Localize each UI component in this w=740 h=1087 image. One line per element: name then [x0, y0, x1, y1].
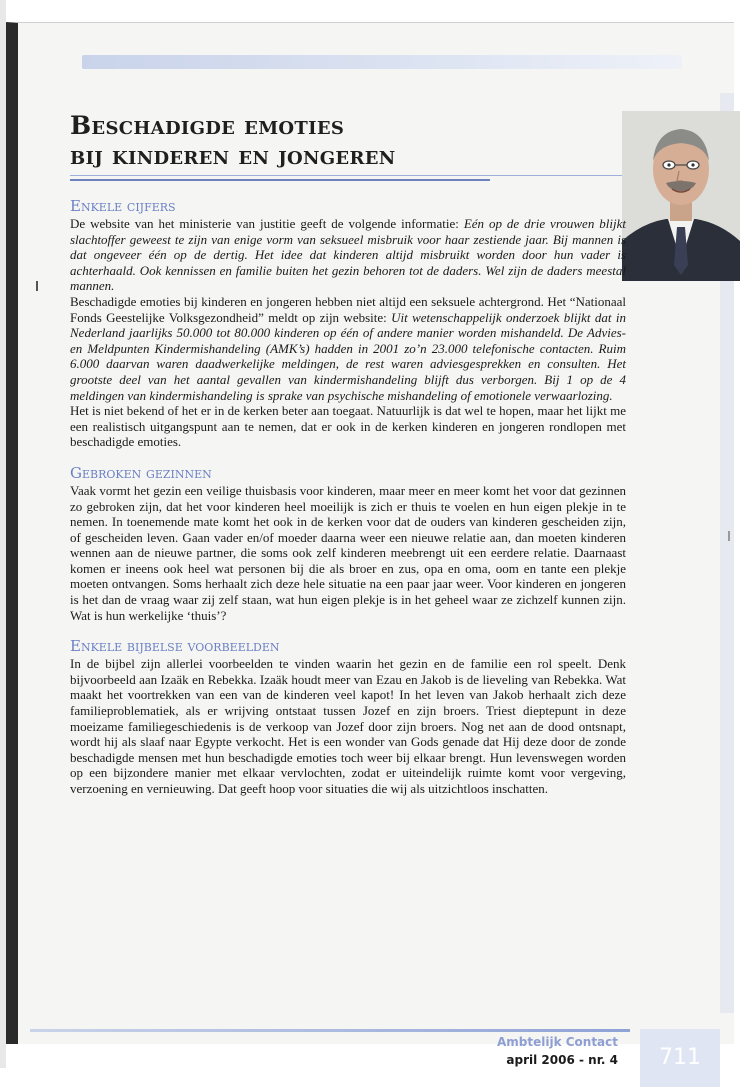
magazine-page — [6, 22, 734, 1070]
gutter-mark — [36, 281, 38, 291]
page-number: 711 — [640, 1029, 720, 1087]
top-decorative-band — [82, 55, 682, 69]
quoted-text: Eén op de drie vrouwen blijkt slachtoffer geweest te zijn van enige vorm van seksueel misbruik voor haar zestiende jaar. Bij mannen is dat ongeveer één op de dertig. Het idee dat kinderen altijd misbruikt worden door hun vader is achterhaald. Ook kennissen en familie buiten het gezin behoren tot de daders. Wel zijn de daders meestal mannen. — [70, 216, 626, 294]
paragraph — [70, 294, 626, 403]
footer-rule — [30, 1029, 630, 1032]
title-underline — [70, 179, 490, 181]
section-heading: Enkele cijfers — [70, 197, 176, 215]
paragraph — [70, 216, 626, 294]
paragraph-text: De website van het ministerie van justitie geeft de volgende informatie: — [70, 216, 464, 231]
quoted-text: Uit wetenschappelijk onderzoek blijkt dat in Nederland jaarlijks 50.000 tot 80.000 kinderen op één of andere manier worden mishandeld. De Advies- en Meldpunten Kindermishandeling (AMK’s) hadden in 2001 zo’n 23.000 telefonische contacten. Ruim 6.000 daarvan waren daadwerkelijke meldingen, de rest waren adviesgesprekken en consulten. Het grootste deel van het aantal gevallen van kindermishandeling blijft dus verborgen. Bij 1 op de 4 meldingen van kindermishandeling is sprake van psychische mishandeling of emotionele verwaarlozing. — [70, 309, 626, 403]
article-title — [70, 111, 490, 171]
paragraph: Vaak vormt het gezin een veilige thuisbasis voor kinderen, maar meer en meer komt het voor dat gezinnen zo gebroken zijn, dat het voor kinderen heel moeilijk is zich er thuis te voelen en hun eigen plekje in te nemen. In toenemende mate komt het ook in de kerken voor dat de ouders van kinderen gescheiden zijn, of gescheiden leven. Gaan vader en/of moeder daarna weer een nieuwe relatie aan, dan moeten kinderen wennen aan de nieuwe partner, die soms ook zelf kinderen meebrengt uit een eerdere relatie. Daarnaast komen er ineens ook heel wat personen bij die als broer en zus, opa en oma, oom en tante een plekje moeten ontvangen. Soms herhaalt zich deze hele situatie na een paar jaar weer. Voor kinderen en jongeren is het dan de vraag waar zij zelf staan, wat hun eigen plekje is in het geheel waar ze zichzelf kunnen zijn. Wat is hun werkelijke ‘thuis’? — [70, 482, 626, 623]
paragraph-text: Beschadigde emoties bij kinderen en jongeren hebben niet altijd een seksuele achtergrond. Het “Nationaal Fonds Geestelijke Volksgezondheid” meldt op zijn website: — [70, 293, 626, 325]
page-footer — [458, 1033, 618, 1069]
issue-label: april 2006 - nr. 4 — [506, 1053, 618, 1067]
magazine-name: Ambtelijk Contact — [496, 1035, 618, 1049]
article-title-line-1: Beschadigde emoties — [70, 111, 345, 140]
portrait-photo-icon — [622, 111, 740, 281]
article-title-line-2: bij kinderen en jongeren — [70, 141, 396, 170]
section-heading: Gebroken gezinnen — [70, 463, 212, 482]
edge-mark — [728, 531, 730, 541]
section-enkele-cijfers — [70, 197, 626, 450]
author-portrait — [622, 111, 740, 281]
paragraph: In de bijbel zijn allerlei voorbeelden te vinden waarin het gezin en de familie een rol speelt. Denk bijvoorbeeld aan Izaäk en Rebekka. Izaäk houdt meer van Ezau en Jakob is de lieveling van Rebekka. Wat maakt het voortrekken van een van de kinderen veel kapot! In het leven van Jakob herhaalt zich deze familieproblematiek, als er wrijving ontstaat tussen Jozef en zijn broers. Triest dieptepunt in deze moeizame familiegeschiedenis is de verkoop van Jozef door zijn broers. Nog net aan de dood ontsnapt, wordt hij als slaaf naar Egypte verkocht. Het is een wonder van Gods genade dat Hij deze door de zonde beschadigde mensen met hun beschadigde emoties toch weer bij elkaar brengt. Hun levenswegen worden op een bijzondere manier met elkaar vervlochten, zodat er uiteindelijk ruimte komt voor vergeving, verzoening en vernieuwing. Dat geeft hoop voor situaties die wij als uitzichtloos inschatten. — [70, 656, 626, 796]
section-heading: Enkele bijbelse voorbeelden — [70, 637, 280, 656]
article-body — [70, 197, 626, 797]
title-section-divider — [70, 175, 626, 176]
section-bijbelse-voorbeelden — [70, 637, 626, 796]
article-title-block — [70, 111, 490, 171]
paragraph: Het is niet bekend of het er in de kerken beter aan toegaat. Natuurlijk is dat wel te hopen, maar het lijkt me een realistisch uitgangspunt aan te nemen, dat er ook in de kerken kinderen en jongeren rondlopen met beschadigde emoties. — [70, 403, 626, 450]
section-gebroken-gezinnen — [70, 464, 626, 623]
